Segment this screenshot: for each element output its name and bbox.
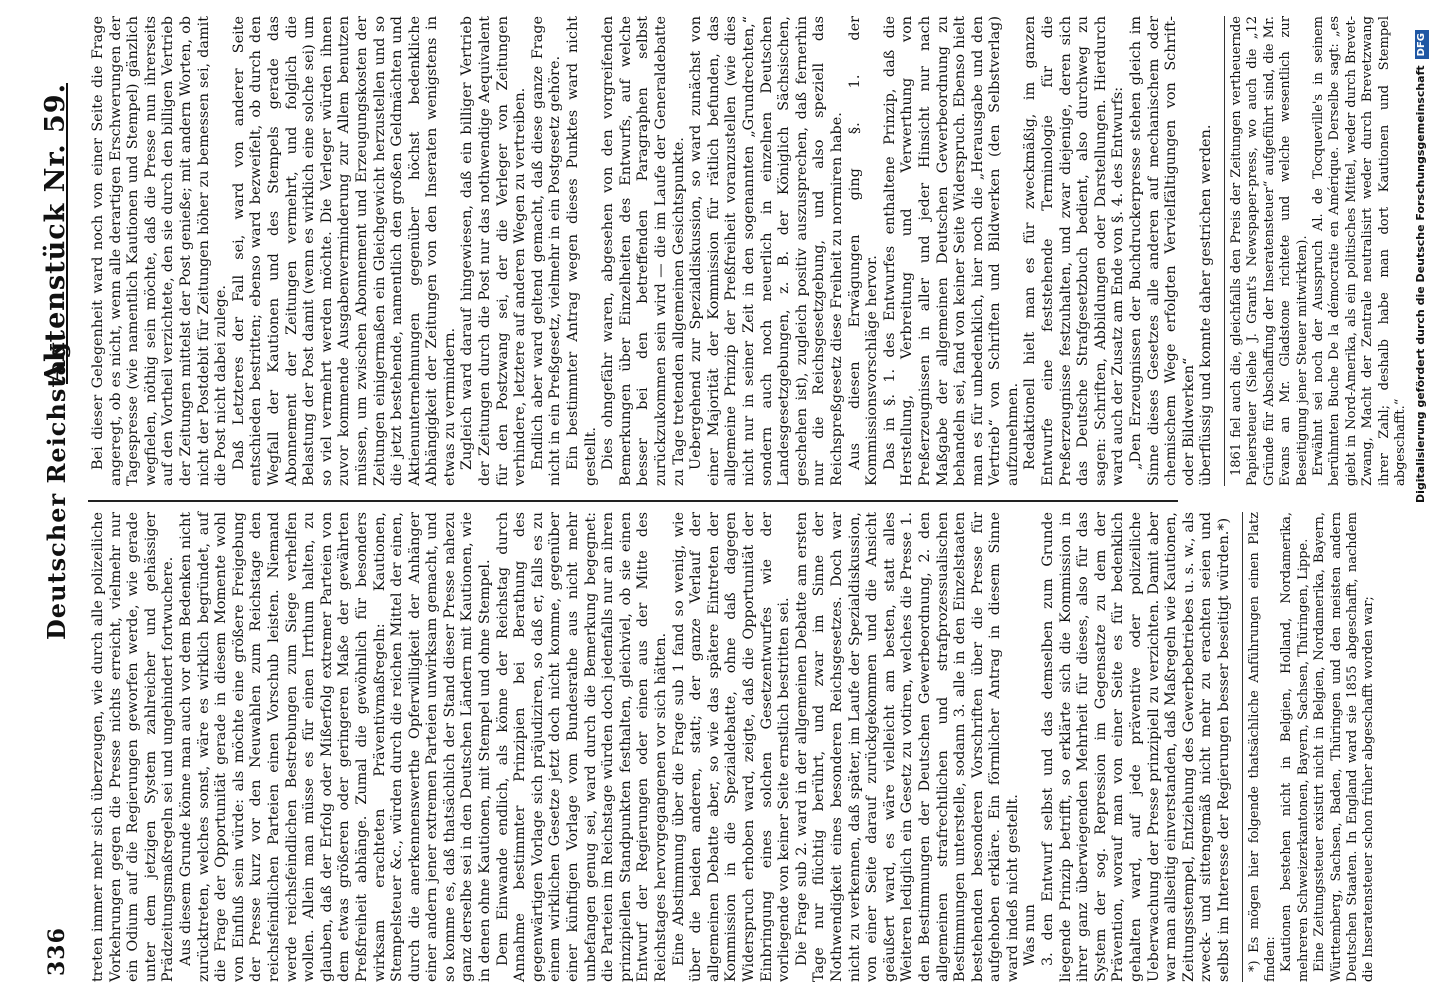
footnote-line: Eine Zeitungssteuer existirt nicht in Belgien, Nordamerika, Bayern, Württemberg, Sachsen, Baden, Thüringen und den meisten andern Deutschen Staaten. In England ward sie 1855 abgeschafft, nachdem die Inseratensteuer schon früher abgeschafft worden war; xyxy=(1312,512,1377,982)
paragraph: Was nun xyxy=(1022,904,1039,966)
paragraph: treten immer mehr sich überzeugen, wie durch alle polizeiliche Vorkehrungen gegen die Presse nichts erreicht, vielmehr nur ein Odium auf die Regierungen geworfen werde, wie gerade unter dem jetzigen System zahlreicher und gehässiger Prädzeitungsmaßregeln sei und ungehindert fortwuchere. xyxy=(90,512,177,982)
paragraph: Ein bestimmter Antrag wegen dieses Punktes ward nicht gestellt. xyxy=(565,16,599,486)
paragraph: Bei dieser Gelegenheit ward noch von einer Seite die Frage angeregt, ob es nicht, wenn alle derartigen Erschwerungen der Tagespresse (wie namentlich Kautionen und Stempel) gänzlich wegfielen, nöthig sein möchte, daß die Presse nun ihrerseits auf den Vortheil verzichtete, den sie durch den billigen Vertrieb der Zeitungen mittelst der Post genieße; mit andern Worten, ob nicht der Postdebit für Zeitungen höher zu bemessen sei, damit die Post nicht dabei zulege. xyxy=(90,16,230,486)
document-number: Aktenstück Nr. 59. xyxy=(40,83,71,384)
rotated-newspaper-page xyxy=(38,0,1408,1000)
column-divider xyxy=(88,500,1178,502)
footnote xyxy=(1224,16,1409,486)
paragraph: überflüssig und konnte daher gestrichen werden. xyxy=(1198,124,1215,486)
paragraph: Die Frage sub 2. ward in der allgemeinen Debatte am ersten Tage nur flüchtig berührt, und zwar im Sinne der Nothwendigkeit eines besonderen Reichsgesetzes. Doch war nicht zu verkennen, daß später, im Laufe der Spezialdiskussion, von einer Seite darauf zurückgekommen und die Ansicht geäußert ward, es wäre vielleicht am besten, statt alles Weiteren lediglich ein Gesetz zu votiren, welches die Presse 1. den Bestimmungen der Deutschen Gewerbeordnung, 2. den allgemeinen strafrechtlichen und strafprozessualischen Bestimmungen unterstelle, sodann 3. alle in den Einzelstaaten bestehenden besonderen Vorschriften über die Presse für aufgehoben erkläre. Ein förmlicher Antrag in diesem Sinne ward indeß nicht gestellt. xyxy=(793,512,1021,982)
publication-title: Deutscher Reichstag. xyxy=(42,331,71,640)
paragraph: Uebergehend zur Spezialdiskussion, so ward zunächst von einer Majorität der Kommission für rätlich befunden, das allgemeine Prinzip der Preßfreiheit voranzustellen (wie dies nicht nur in seiner Zeit in den sogenannten „Grundrechten,“ sondern auch noch neuerlich in einzelnen Deutschen Landesgesetzgebungen, z. B. der Königlich Sächsischen, geschehen ist), zugleich positiv auszusprechen, daß fernerhin nur die Reichsgesetzgebung, und also speziell das Reichspreßgesetz diese Freiheit zu normiren habe. xyxy=(688,16,845,486)
digitization-notice xyxy=(1412,30,1430,970)
paragraph: Dem Einwande endlich, als könne der Reichstag durch Annahme bestimmter Prinzipien bei Berathung des gegenwärtigen Vorlage sich präjudiziren, so daß er, falls es zu einem wirklichen Gesetze jetzt doch nicht komme, gegenüber einer künftigen Vorlage vom Bundesrathe aus nicht mehr unbefangen genug sei, ward durch die Bemerkung begegnet: die Parteien im Reichstage würden doch jedenfalls nur an ihren prinzipiellen Standpunkten festhalten, gleichviel, ob sie einen Entwurf der Regierungen oder einen aus der Mitte des Reichstages hervorgegangenen vor sich hätten. xyxy=(494,512,669,982)
dfg-notice-text: Digitalisierung gefördert durch die Deutsche Forschungsgemeinschaft xyxy=(1414,65,1427,504)
page-header xyxy=(40,20,82,980)
paragraph: Das in §. 1. des Entwurfes enthaltene Prinzip, daß die Herstellung, Verbreitung und Verwerthung von Preßerzeugnissen in aller und jeder Hinsicht nur nach Maßgabe der allgemeinen Deutschen Gewerbeordnung zu behandeln sei, fand von keiner Seite Widerspruch. Ebenso hielt man es für unbedenklich, hier noch die „Herausgabe und den Vertrieb“ von Schriften und Bildwerken (den Selbstverlag) aufzunehmen. xyxy=(881,16,1021,486)
footnote-line: Kautionen bestehen nicht in Belgien, Holland, Nordamerika, mehreren Schweizerkantonen, Bayern, Sachsen, Thüringen, Lippe. xyxy=(1279,512,1311,982)
paragraph: Redaktionell hielt man es für zweckmäßig, im ganzen Entwurfe eine feststehende Terminologie für die Preßerzeugnisse festzuhalten, und zwar diejenige, deren sich das Deutsche Strafgesetzbuch bedient, also durchweg zu sagen: Schriften, Abbildungen oder Darstellungen. Hierdurch ward auch der Zusatz am Ende von §. 4. des Entwurfs: xyxy=(1022,16,1127,486)
page-number: 336 xyxy=(44,927,70,976)
paragraph: Eine Abstimmung über die Frage sub 1 fand so wenig, wie über die beiden anderen, statt; der ganze Verlauf der allgemeinen Debatte aber, so wie das spätere Eintreten der Kommission in die Spezialdebatte, ohne daß dagegen Widerspruch erhoben ward, zeigte, daß die Opportunität der Einbringung eines solchen Gesetzentwurfes wie der vorliegende von keiner Seite ernstlich bestritten sei. xyxy=(670,512,793,982)
paragraph: Aus diesem Grunde könne man auch vor dem Bedenken nicht zurücktreten, welches sonst, wäre es wirklich begründet, auf die Frage der Opportunität gerade in diesem Momente wohl von Einfluß sein würde: als möchte eine größere Freigebung der Presse kurz vor den Neuwahlen zum Reichstage den reichsfeindlichen Parteien einen Vorschub leisten. Niemand werde reichsfeindlichen Bestrebungen zum Siege verhelfen wollen. Allein man müsse es für einen Irrthum halten, zu glauben, daß der Erfolg oder Mißerfolg extremer Parteien von dem etwas größeren oder geringeren Maße der gewährten Preßfreiheit abhänge. Zumal die gewöhnlich für besonders wirksam erachteten Präventivmaßregeln: Kautionen, Stempelsteuer &c., würden durch die reichen Mittel der einen, durch die anerkennenswerthe Opferwilligkeit der Anhänger einer andern jener extremen Parteien unwirksam gemacht, und so komme es, daß thatsächlich der Stand dieser Presse nahezu ganz derselbe sei in den Deutschen Ländern mit Kautionen, wie in denen ohne Kautionen, mit Stempel und ohne Stempel. xyxy=(177,512,494,982)
paragraph: Daß Letzteres der Fall sei, ward von anderer Seite entschieden bestritten; ebenso ward bezweifelt, ob durch den Wegfall der Kautionen und des Stempels gerade das Abonnement der Zeitungen vermehrt, und folglich die Belastung der Post damit (wenn es wirklich eine solche sei) um so viel vermehrt werden möchte. Die Verleger würden ihnen zuvor kommende Ausgabenverminderung zur Allem benutzen müssen, um zwischen Abonnement und Erzeugungskosten der Zeitungen einigermaßen ein Gleichgewicht herzustellen und so die jetzt bestehende, namentlich den großen Geldmächten und Aktienunternehmungen gegenüber höchst bedenkliche Abhängigkeit der Zeitungen von den Inseraten wenigstens in etwas zu vermindern. xyxy=(230,16,458,486)
left-column xyxy=(90,512,1378,982)
footnote-line: 1861 fiel auch die, gleichfalls den Preis der Zeitungen vertheuernde Papiersteuer (Siehe J. Grant's Newspaper-press, wo auch die „12 Gründe für Abschaffung der Inseratensteuer“ aufgeführt sind, die Mr. Evans an Mr. Gladstone richtete und welche wesentlich zur Beseitigung jener Steuer mitwirkten). xyxy=(1229,16,1310,486)
paragraph: Endlich aber ward geltend gemacht, daß diese ganze Frage nicht in ein Preßgesetz, vielmehr in ein Postgesetz gehöre. xyxy=(529,16,564,486)
paragraph: Dies ohngefähr waren, abgesehen von den vorgreifenden Bemerkungen über Einzelheiten des Entwurfs, auf welche besser bei den betreffenden Paragraphen selbst zurückzukommen sein wird — die im Laufe der Generaldebatte zu Tage tretenden allgemeinen Gesichtspunkte. xyxy=(600,16,687,486)
footnote-line: Erwähnt sei noch der Ausspruch Al. de Tocqueville's in seinem berühmten Buche De la démocratie en Amérique. Derselbe sagt: „es giebt in Nord-Amerika, als ein politisches Mittel, weder durch Brevet-Zwang, Macht der Zentrale neutralisirt weder durch Brevetzwang ihrer Zahl; deshalb habe man dort Kautionen und Stempel abgeschafft.“ xyxy=(1311,16,1409,486)
right-column xyxy=(90,16,1409,486)
quoted-paragraph: „Den Erzeugnissen der Buchdruckerpresse stehen gleich im Sinne dieses Gesetzes alle anderen auf mechanischem oder chemischem Wege erfolgten Vervielfältigungen von Schrift- oder Bildwerken“ xyxy=(1128,16,1197,486)
paragraph: 3. den Entwurf selbst und das demselben zum Grunde liegende Prinzip betrifft, so erklärte sich die Kommission in ihrer ganz überwiegenden Mehrheit für dieses, also für das System der sog. Repression im Gegensatze zu dem der Prävention, worauf man von einer Seite es für bedenklich gehalten ward, auf jede präventive oder polizeiliche Ueberwachung der Presse prinzipiell zu verzichten. Damit aber war man allseitig einverstanden, daß Maßregeln wie Kautionen, Zeitungsstempel, Entziehung des Gewerbebetriebes u. s. w., als zweck- und sittengemäß nicht mehr zu erachten seien und selbst im Interesse der Regierungen besser beseitigt würden.*) xyxy=(1040,512,1232,982)
footnote xyxy=(1242,512,1378,982)
paragraph: Zugleich ward darauf hingewiesen, daß ein billiger Vertrieb der Zeitungen durch die Post nur das nothwendige Aequivalent für den Postzwang sei, der die Verleger von Zeitungen verhindere, letztere auf anderen Wegen zu vertreiben. xyxy=(459,16,529,486)
footnote-line: *) Es mögen hier folgende thatsächliche Anführungen einen Platz finden: xyxy=(1246,512,1278,982)
paragraph: Aus diesen Erwägungen ging §. 1. der Kommissionsvorschläge hervor. xyxy=(846,16,881,486)
dfg-logo: DFG xyxy=(1415,30,1429,59)
